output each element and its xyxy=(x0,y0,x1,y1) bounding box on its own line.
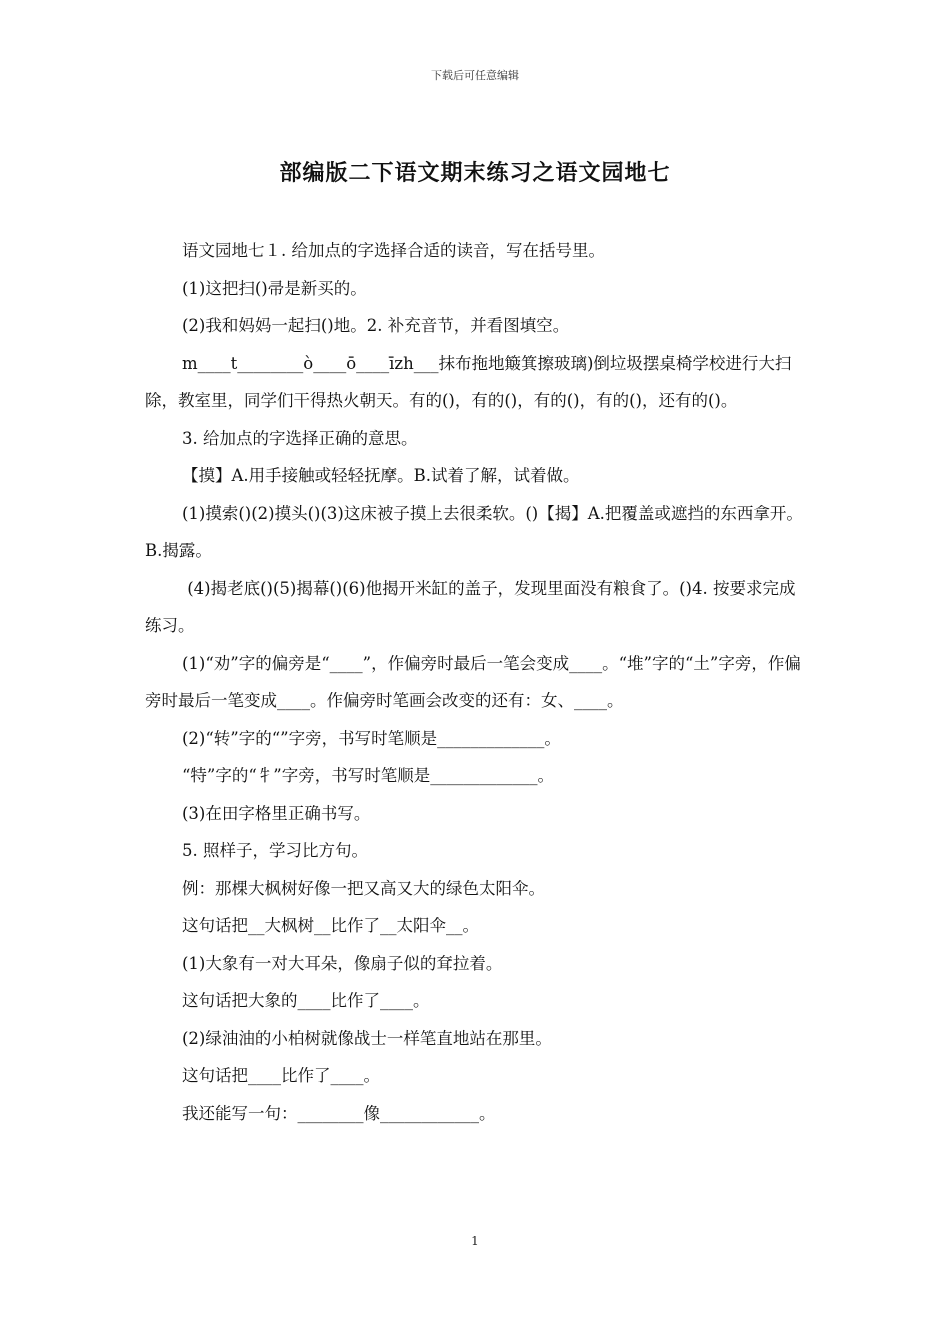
paragraph: (1)大象有一对大耳朵，像扇子似的耷拉着。 xyxy=(182,953,503,973)
paragraph: 例：那棵大枫树好像一把又高又大的绿色太阳伞。 xyxy=(182,878,545,898)
paragraph: 【摸】A.用手接触或轻轻抚摩。B.试着了解，试着做。 xyxy=(182,466,580,485)
paragraph: (4)揭老底()(5)揭幕()(6)他揭开米缸的盖子，发现里面没有粮食了。()4. 按要求完成练习。 xyxy=(145,578,796,635)
paragraph: 语文园地七１. 给加点的字选择合适的读音，写在括号里。 xyxy=(182,241,605,260)
paragraph: 这句话把____比作了____。 xyxy=(182,1066,380,1085)
paragraph: (1)摸索()(2)摸头()(3)这床被子摸上去很柔软。()【揭】A.把覆盖或遮挡的东西拿开。B.揭露。 xyxy=(145,503,803,560)
paragraph: (1)这把扫()帚是新买的。 xyxy=(182,278,367,298)
document-body xyxy=(145,232,810,1132)
page-header: 下载后可任意编辑 xyxy=(431,69,519,82)
paragraph: 我还能写一句：________像____________。 xyxy=(182,1103,496,1123)
paragraph: (2)“转”字的“”字旁，书写时笔顺是_____________。 xyxy=(182,728,561,748)
paragraph: (1)“劝”字的偏旁是“____”，作偏旁时最后一笔会变成____。“堆”字的“土”字旁，作偏旁时最后一笔变成____。作偏旁时笔画会改变的还有：女、____。 xyxy=(145,653,801,710)
paragraph: 3. 给加点的字选择正确的意思。 xyxy=(182,428,418,448)
paragraph: (3)在田字格里正确书写。 xyxy=(182,803,371,823)
paragraph: 这句话把__大枫树__比作了__太阳伞__。 xyxy=(182,916,479,935)
paragraph: (2)我和妈妈一起扫()地。2. 补充音节，并看图填空。 xyxy=(182,316,570,335)
paragraph: 5. 照样子，学习比方句。 xyxy=(182,841,368,860)
paragraph: “特”字的“牜”字旁，书写时笔顺是_____________。 xyxy=(182,766,554,785)
document-title: 部编版二下语文期末练习之语文园地七 xyxy=(279,160,671,186)
paragraph: m____t________ò____ō____īzh___抹布拖地簸箕擦玻璃)倒垃圾摆桌椅学校进行大扫除，教室里，同学们干得热火朝天。有的()，有的()，有的()，有的()，还有的()。 xyxy=(145,353,792,410)
paragraph: (2)绿油油的小柏树就像战士一样笔直地站在那里。 xyxy=(182,1028,552,1048)
page-number: 1 xyxy=(471,1234,479,1248)
paragraph: 这句话把大象的____比作了____。 xyxy=(182,991,430,1010)
